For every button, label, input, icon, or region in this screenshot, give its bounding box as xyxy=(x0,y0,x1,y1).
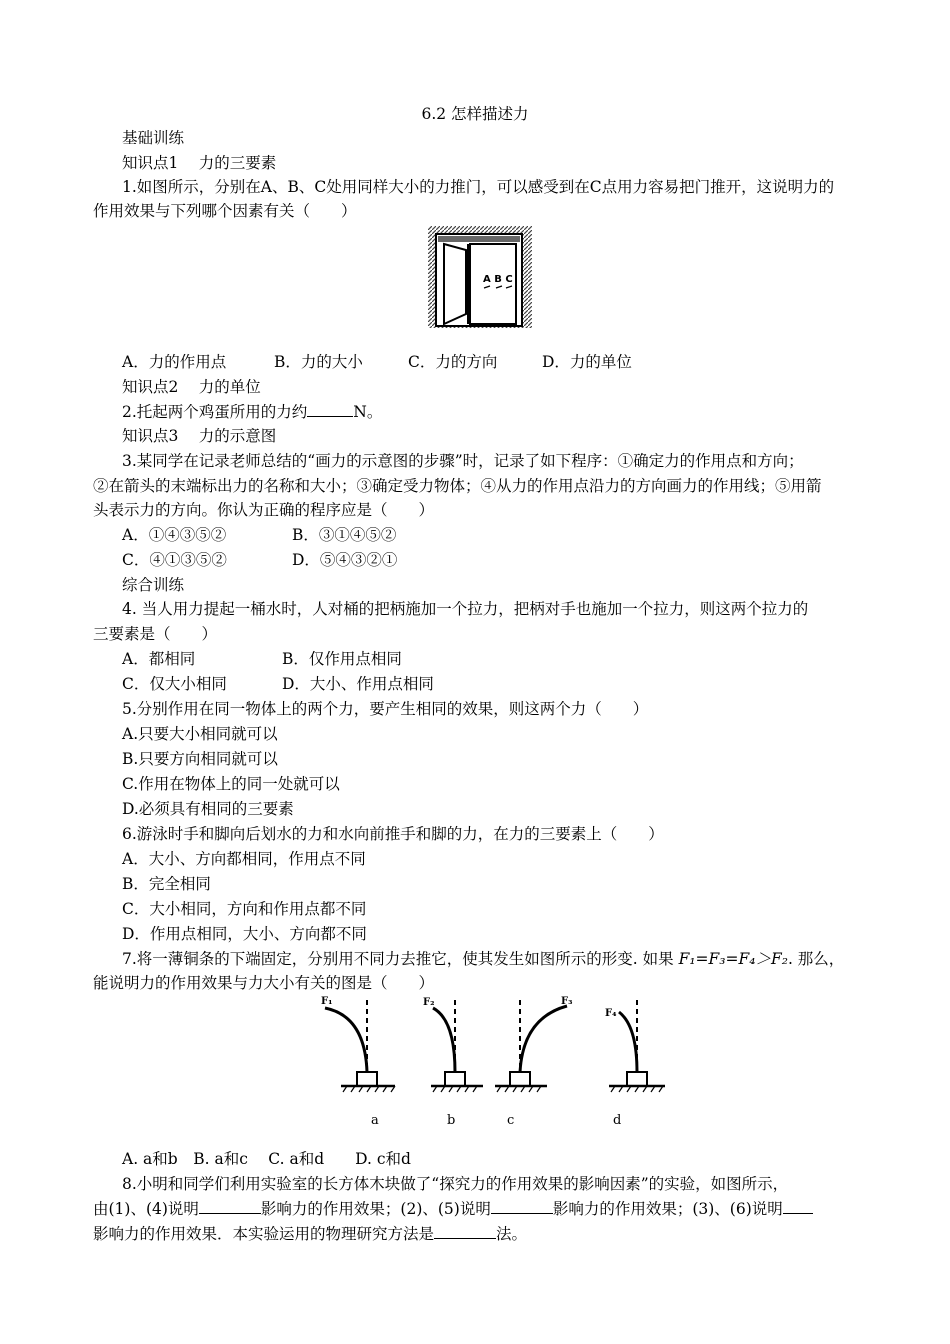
q6-option-c[interactable]: C．大小相同，方向和作用点都不同 xyxy=(122,900,367,918)
knowledge-point-1: 知识点1 力的三要素 xyxy=(122,154,277,172)
q1-line2: 作用效果与下列哪个因素有关（ ） xyxy=(93,202,357,220)
q5-option-a[interactable]: A.只要大小相同就可以 xyxy=(122,725,278,743)
q8-text-b: 影响力的作用效果；(2)、(5)说明 xyxy=(260,1200,491,1218)
q2-text: 2.托起两个鸡蛋所用的力约 xyxy=(122,403,308,421)
base-block-c xyxy=(510,1072,530,1086)
label-d: d xyxy=(613,1113,622,1128)
q3-options-row2 xyxy=(122,549,892,571)
q3-line3: 头表示力的方向。你认为正确的程序应是（ ） xyxy=(93,501,435,519)
force-label-c: F₃ xyxy=(561,996,573,1007)
q5-option-d[interactable]: D.必须具有相同的三要素 xyxy=(122,800,294,818)
base-block-b xyxy=(445,1072,465,1086)
force-label-b: F₂ xyxy=(423,997,435,1008)
q1-option-b[interactable]: B．力的大小 xyxy=(274,353,363,371)
panel-b xyxy=(423,997,483,1128)
q2-unit: N。 xyxy=(353,403,383,421)
q4-options-row2 xyxy=(122,673,892,695)
q8-line3 xyxy=(93,1223,863,1245)
label-c: c xyxy=(507,1113,515,1128)
panel-a xyxy=(321,996,395,1128)
q2-line xyxy=(122,401,892,423)
q5-option-b[interactable]: B.只要方向相同就可以 xyxy=(122,750,278,768)
bent-strip-b xyxy=(433,1008,455,1072)
q1-line1: 1.如图所示，分别在A、B、C处用同样大小的力推门，可以感受到在C点用力容易把门推开，这说明力的 xyxy=(122,178,835,196)
q8-line1: 8.小明和同学们利用实验室的长方体木块做了“探究力的作用效果的影响因素”的实验，如图所示， xyxy=(122,1175,789,1193)
q4-option-d[interactable]: D．大小、作用点相同 xyxy=(282,675,434,693)
q4-line2: 三要素是（ ） xyxy=(93,625,218,643)
q8-text-d: 影响力的作用效果．本实验运用的物理研究方法是 xyxy=(93,1225,435,1243)
q6-option-a[interactable]: A．大小、方向都相同，作用点不同 xyxy=(122,850,366,868)
q6-stem: 6.游泳时手和脚向后划水的力和水向前推手和脚的力，在力的三要素上（ ） xyxy=(122,825,664,843)
q3-options-row1 xyxy=(122,524,892,546)
q8-line2 xyxy=(93,1198,863,1220)
base-block-d xyxy=(627,1072,647,1086)
q2-answer-blank[interactable] xyxy=(307,402,353,417)
q3-option-c[interactable]: C．④①③⑤② xyxy=(122,551,227,569)
q7-options[interactable]: A. a和b B. a和c C. a和d D. c和d xyxy=(122,1150,411,1168)
q4-line1: 4. 当人用力提起一桶水时，人对桶的把柄施加一个拉力，把柄对手也施加一个拉力，则这两个拉力的 xyxy=(122,600,809,618)
q1-option-d[interactable]: D．力的单位 xyxy=(542,353,632,371)
q8-blank-3[interactable] xyxy=(783,1199,813,1214)
q8-text-c: 影响力的作用效果；(3)、(6)说明 xyxy=(552,1200,783,1218)
q8-blank-2[interactable] xyxy=(491,1199,553,1214)
q4-option-a[interactable]: A．都相同 xyxy=(122,650,196,668)
label-a: a xyxy=(371,1113,379,1128)
label-b: b xyxy=(447,1113,456,1128)
q3-line1: 3.某同学在记录老师总结的“画力的示意图的步骤”时，记录了如下程序：①确定力的作用点和方向； xyxy=(122,452,804,470)
q3-line2: ②在箭头的末端标出力的名称和大小；③确定受力物体；④从力的作用点沿力的方向画力的作用线；⑤用箭 xyxy=(93,477,822,495)
q8-text-e: 法。 xyxy=(496,1225,528,1243)
section-basic: 基础训练 xyxy=(122,129,185,147)
section-comprehensive: 综合训练 xyxy=(122,576,185,594)
q5-stem: 5.分别作用在同一物体上的两个力，要产生相同的效果，则这两个力（ ） xyxy=(122,700,649,718)
q1-option-c[interactable]: C．力的方向 xyxy=(408,353,498,371)
open-door-leaf xyxy=(444,244,466,324)
bent-strip-a xyxy=(325,1008,367,1072)
knowledge-point-2: 知识点2 力的单位 xyxy=(122,378,261,396)
q4-option-c[interactable]: C．仅大小相同 xyxy=(122,675,227,693)
q7-formula: F₁=F₃=F₄＞F₂ xyxy=(678,950,788,968)
q5-option-c[interactable]: C.作用在物体上的同一处就可以 xyxy=(122,775,340,793)
force-label-d: F₄ xyxy=(605,1008,617,1019)
q3-option-a[interactable]: A．①④③⑤② xyxy=(122,526,227,544)
bent-strip-c xyxy=(520,1006,567,1072)
q7-line1 xyxy=(122,948,892,970)
q8-blank-4[interactable] xyxy=(434,1224,496,1239)
door-lintel xyxy=(438,236,520,242)
bent-strip-d xyxy=(619,1012,637,1072)
q1-options xyxy=(122,351,892,373)
copper-strip-figure xyxy=(315,996,685,1131)
q4-option-b[interactable]: B．仅作用点相同 xyxy=(282,650,402,668)
q6-option-d[interactable]: D．作用点相同，大小、方向都不同 xyxy=(122,925,367,943)
q1-option-a[interactable]: A．力的作用点 xyxy=(122,353,227,371)
abc-labels: A B C xyxy=(483,274,513,285)
door-figure xyxy=(428,226,532,328)
q3-option-d[interactable]: D．⑤④③②① xyxy=(292,551,398,569)
page-title: 6.2 怎样描述力 xyxy=(421,105,529,123)
q7-text-a: 7.将一薄铜条的下端固定，分别用不同力去推它，使其发生如图所示的形变. 如果 xyxy=(122,950,679,968)
q4-options-row1 xyxy=(122,648,892,670)
q8-text-a: 由(1)、(4)说明 xyxy=(93,1200,199,1218)
q7-text-b: . 那么， xyxy=(787,950,845,968)
q3-option-b[interactable]: B．③①④⑤② xyxy=(292,526,397,544)
q8-blank-1[interactable] xyxy=(199,1199,261,1214)
base-block-a xyxy=(357,1072,377,1086)
q6-option-b[interactable]: B．完全相同 xyxy=(122,875,211,893)
force-label-a: F₁ xyxy=(321,996,333,1007)
panel-d xyxy=(605,1000,665,1128)
knowledge-point-3: 知识点3 力的示意图 xyxy=(122,427,277,445)
q7-line2: 能说明力的作用效果与力大小有关的图是（ ） xyxy=(93,974,435,992)
panel-c xyxy=(495,996,572,1128)
